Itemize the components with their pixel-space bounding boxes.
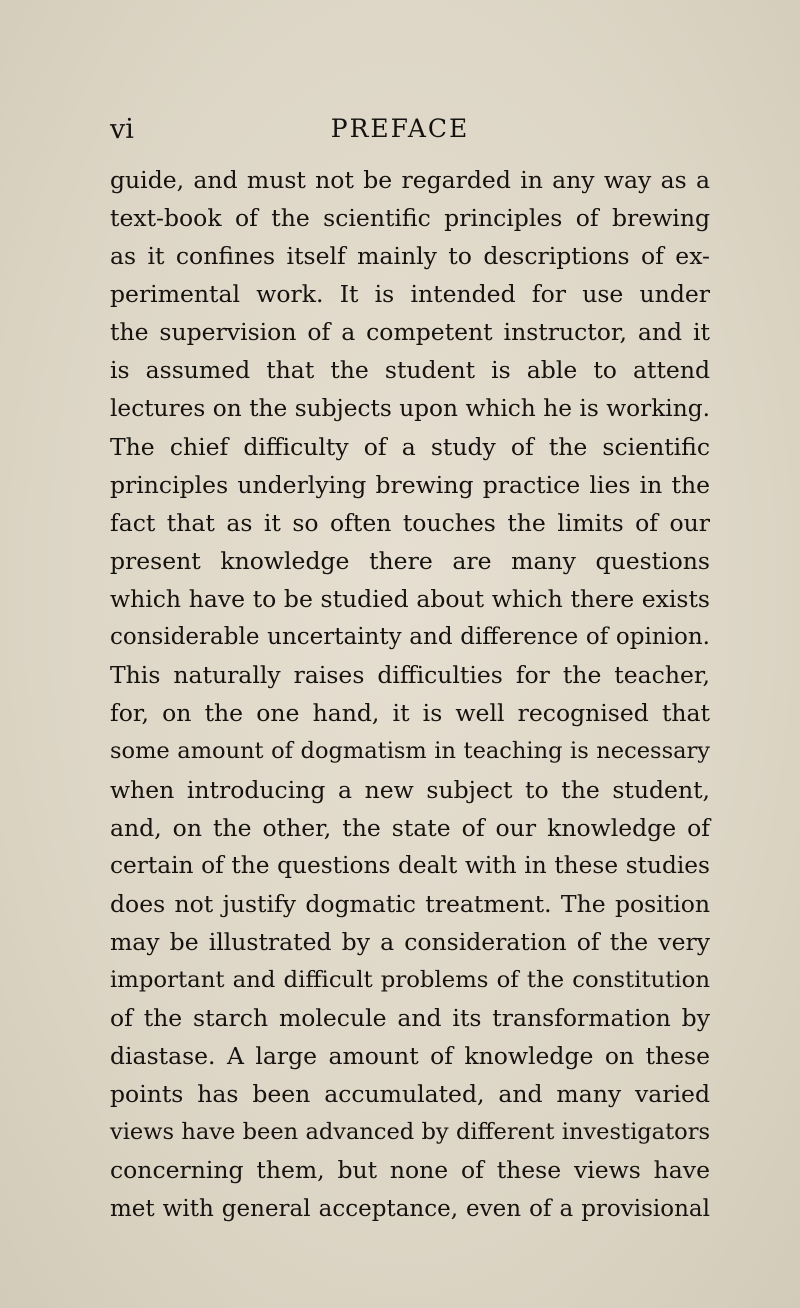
text-line: concerning them, but none of these views have (110, 1156, 710, 1185)
running-head: PREFACE (330, 114, 470, 143)
text-line: This naturally raises difficulties for the teacher, (110, 661, 710, 690)
text-line: The chief difficulty of a study of the scientific (110, 432, 710, 461)
text-line: principles underlying brewing practice lies in the (110, 470, 710, 499)
text-line: as it confines itself mainly to descriptions of ex- (110, 242, 710, 271)
text-line: lectures on the subjects upon which he is working. (110, 394, 710, 422)
text-line: may be illustrated by a consideration of the very (110, 927, 710, 956)
text-line: when introducing a new subject to the student, (110, 775, 710, 804)
text-line: met with general acceptance, even of a provisional (110, 1195, 710, 1222)
text-line: perimental work. It is intended for use under (110, 280, 710, 309)
text-line: of the starch molecule and its transformation by (110, 1004, 710, 1033)
text-line: and, on the other, the state of our knowledge of (110, 813, 710, 842)
text-line: text-book of the scientific principles of brewing (110, 204, 710, 233)
text-line: does not justify dogmatic treatment. The position (110, 889, 710, 918)
body-text (110, 161, 710, 1228)
text-line: guide, and must not be regarded in any way as a (110, 166, 710, 194)
page-number: vi (110, 114, 134, 145)
text-line: fact that as it so often touches the limits of our (110, 508, 710, 537)
text-line: points has been accumulated, and many varied (110, 1080, 710, 1109)
text-line: views have been advanced by different investigators (110, 1119, 710, 1146)
text-line: certain of the questions dealt with in these studies (110, 851, 710, 879)
text-line: the supervision of a competent instructor, and it (110, 318, 710, 347)
text-line: is assumed that the student is able to attend (110, 356, 710, 385)
text-line: diastase. A large amount of knowledge on these (110, 1042, 710, 1071)
text-line: which have to be studied about which there exists (110, 585, 710, 614)
text-line: important and difficult problems of the constitution (110, 966, 710, 993)
text-line: considerable uncertainty and difference of opinion. (110, 624, 710, 651)
text-line: some amount of dogmatism in teaching is necessary (110, 738, 710, 765)
text-line: present knowledge there are many questions (110, 546, 710, 575)
text-line: for, on the one hand, it is well recognised that (110, 699, 710, 728)
